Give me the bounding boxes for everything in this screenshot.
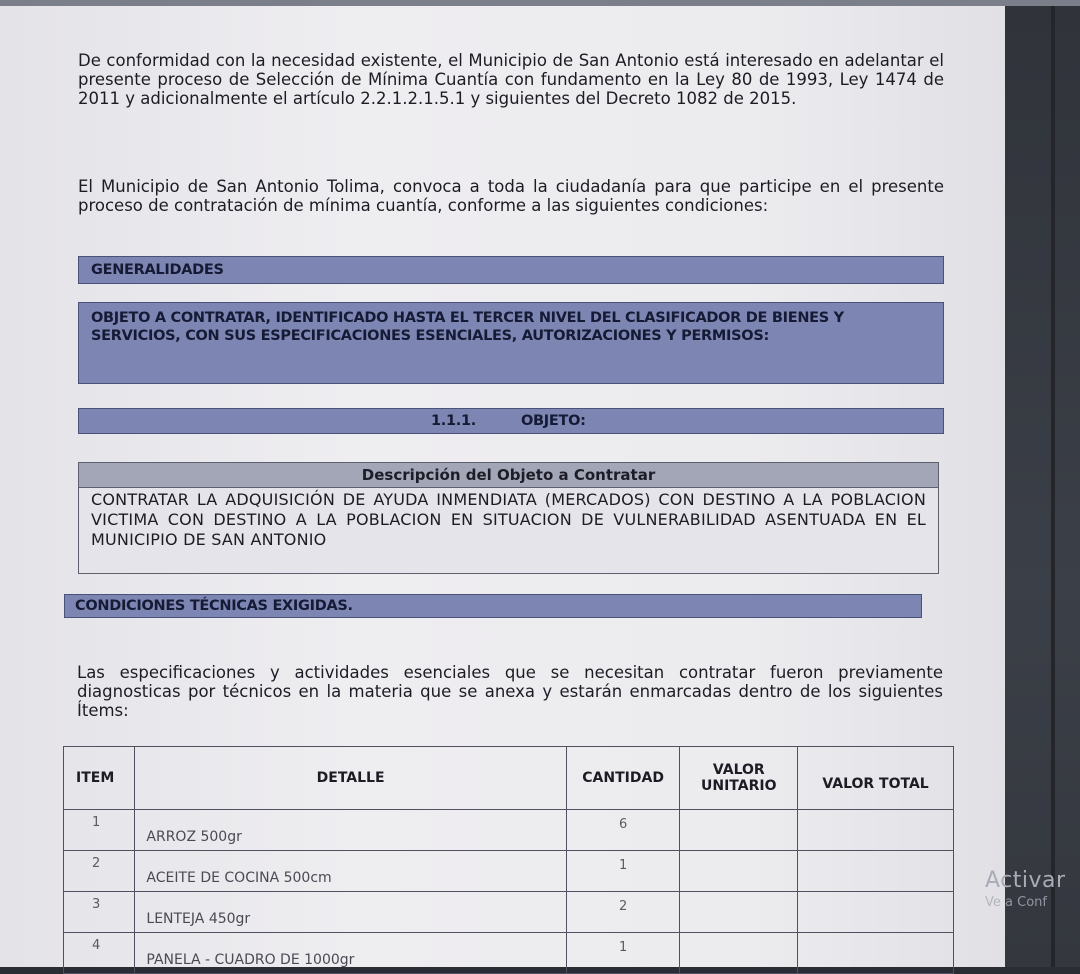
row-cantidad: 1: [618, 858, 628, 873]
descripcion-text: CONTRATAR LA ADQUISICIÓN DE AYUDA INMENDIATA (MERCADOS) CON DESTINO A LA POBLACION VICTIMA CON DESTINO A LA POBLACION EN SITUACION DE VULNERABILIDAD ASENTUADA EN EL MUNICIPIO DE SAN ANTONIO: [91, 490, 926, 549]
document-page: [0, 6, 1005, 967]
invitation-paragraph: El Municipio de San Antonio Tolima, convoca a toda la ciudadanía para que participe en el presente proceso de contratación de mínima cuantía, conforme a las siguientes condiciones:: [78, 176, 944, 215]
section-bar-objeto: [78, 408, 944, 434]
header-valor-unitario: VALOR UNITARIO: [680, 747, 798, 810]
specs-paragraph: Las especificaciones y actividades esenciales que se necesitan contratar fueron previamente diagnosticas por técnicos en la materia que se anexa y estarán enmarcadas dentro de los siguientes Ítems:: [77, 662, 943, 720]
header-detalle: DETALLE: [135, 747, 566, 810]
row-detalle: PANELA - CUADRO DE 1000gr: [146, 952, 355, 968]
row-valor-unitario: [680, 892, 798, 933]
header-valor-total: VALOR TOTAL: [798, 747, 954, 810]
section-bar-objeto-contratar: [78, 302, 944, 384]
row-valor-total: [798, 933, 954, 974]
section-bar-generalidades: [78, 256, 944, 284]
table-row: [64, 851, 954, 892]
row-valor-unitario: [680, 810, 798, 851]
items-table: [63, 746, 954, 974]
row-valor-unitario: [680, 851, 798, 892]
objeto-label: OBJETO:: [521, 413, 586, 429]
row-valor-unitario: [680, 933, 798, 974]
table-row: [64, 892, 954, 933]
row-cantidad: 2: [618, 899, 628, 914]
row-item-number: 2: [92, 856, 101, 871]
header-item: ITEM: [64, 747, 135, 810]
row-valor-total: [798, 810, 954, 851]
section-title-objeto-contratar: OBJETO A CONTRATAR, IDENTIFICADO HASTA EL TERCER NIVEL DEL CLASIFICADOR DE BIENES Y SERVICIOS, CON SUS ESPECIFICACIONES ESENCIALES, AUTORIZACIONES Y PERMISOS:: [91, 310, 844, 344]
row-item-number: 4: [92, 938, 101, 953]
dark-side-panel: [1005, 6, 1080, 967]
section-title-condiciones: CONDICIONES TÉCNICAS EXIGIDAS.: [75, 598, 353, 614]
section-title-generalidades: GENERALIDADES: [91, 262, 224, 278]
row-detalle: LENTEJA 450gr: [146, 911, 251, 927]
row-valor-total: [798, 892, 954, 933]
row-detalle: ACEITE DE COCINA 500cm: [146, 870, 332, 886]
row-detalle: ARROZ 500gr: [146, 829, 242, 845]
intro-paragraph: De conformidad con la necesidad existente, el Municipio de San Antonio está interesado en adelantar el presente proceso de Selección de Mínima Cuantía con fundamento en la Ley 80 de 1993, Ley 1474 de 2011 y adicionalmente el artículo 2.2.1.2.1.5.1 y siguientes del Decreto 1082 de 2015.: [78, 50, 944, 108]
descripcion-header: Descripción del Objeto a Contratar: [79, 463, 938, 488]
panel-edge: [1051, 6, 1055, 967]
table-header-row: [64, 747, 954, 810]
table-row: [64, 810, 954, 851]
row-cantidad: 1: [618, 940, 628, 955]
table-row: [64, 933, 954, 974]
section-bar-condiciones: [64, 594, 922, 618]
windows-activation-watermark[interactable]: [985, 868, 1066, 910]
objeto-number: 1.1.1.: [431, 413, 476, 429]
row-valor-total: [798, 851, 954, 892]
row-item-number: 1: [92, 815, 101, 830]
header-cantidad: CANTIDAD: [566, 747, 680, 810]
descripcion-box: [78, 462, 939, 574]
watermark-line-2: Ve a Conf: [985, 895, 1047, 910]
watermark-line-1: Activar: [985, 868, 1066, 893]
row-cantidad: 6: [618, 817, 628, 832]
row-item-number: 3: [92, 897, 101, 912]
